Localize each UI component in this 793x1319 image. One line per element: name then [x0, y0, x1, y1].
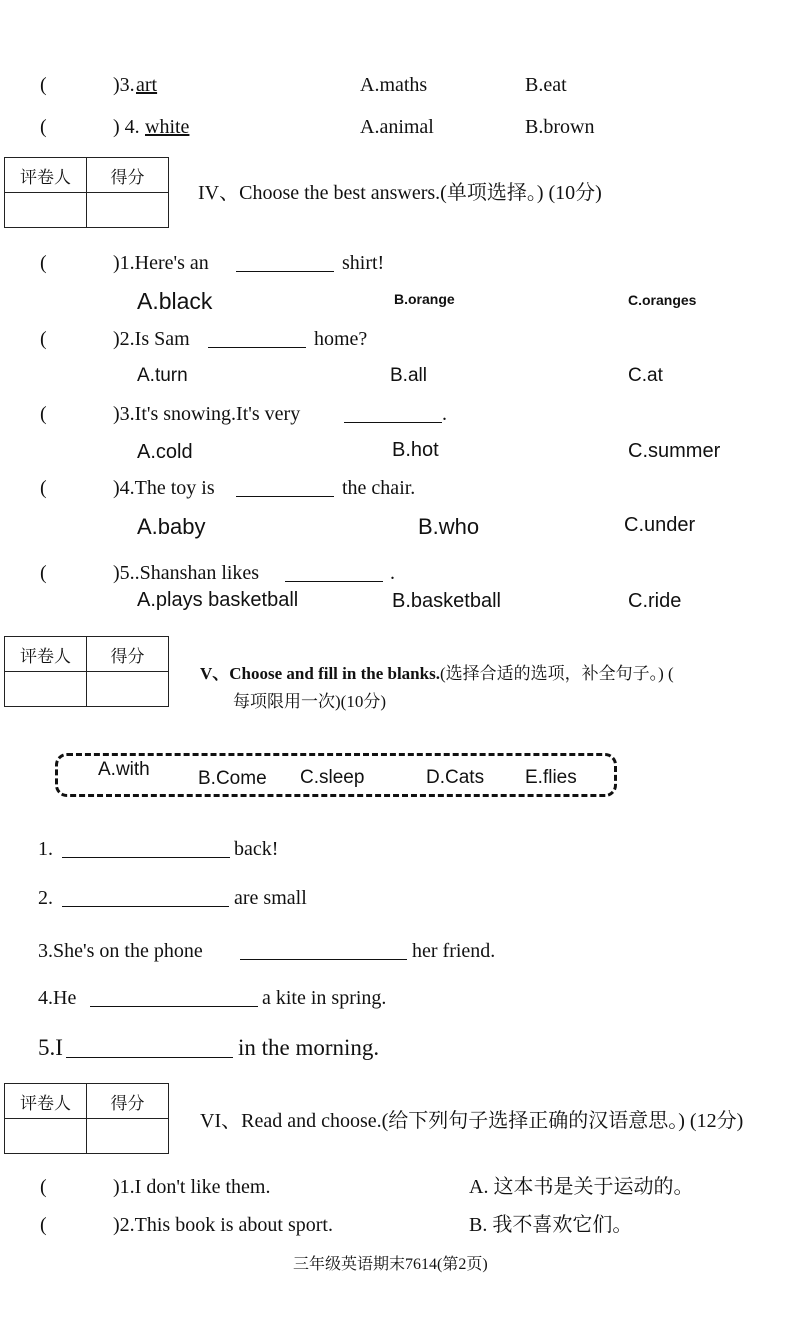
word-option: D.Cats	[426, 767, 485, 788]
score-label: 得分	[87, 1084, 169, 1119]
sentence-pre: 5.I	[38, 1035, 63, 1060]
question-after: home?	[314, 328, 368, 350]
option-a: A.baby	[137, 514, 206, 539]
option-c: C.at	[628, 365, 663, 386]
reviewer-label: 评卷人	[5, 158, 87, 193]
question-after: shirt!	[342, 252, 385, 274]
option-b: B.orange	[394, 291, 455, 307]
question-after: .	[442, 403, 447, 425]
answer-paren: (	[40, 328, 47, 350]
sentence-pre: 2.	[38, 887, 53, 909]
answer-blank[interactable]	[285, 563, 383, 582]
option-text: A. 这本书是关于运动的。	[469, 1176, 694, 1198]
sentence-post: her friend.	[412, 940, 496, 962]
answer-blank[interactable]	[240, 941, 407, 960]
answer-paren: (	[40, 1214, 47, 1236]
reviewer-cell[interactable]	[5, 672, 87, 707]
question-word: art	[136, 74, 158, 96]
answer-paren: (	[40, 403, 47, 425]
answer-blank[interactable]	[62, 888, 229, 907]
option-c: C.under	[624, 514, 696, 536]
question-number: )3.	[113, 74, 135, 96]
section-title: VI、Read and choose.(给下列句子选择正确的汉语意思。) (12分)	[200, 1110, 744, 1132]
option-a: A.turn	[137, 365, 188, 386]
sentence-pre: 1.	[38, 838, 53, 860]
option-text: B. 我不喜欢它们。	[469, 1214, 633, 1236]
option-c: C.oranges	[628, 292, 697, 308]
sentence-post: back!	[234, 838, 279, 860]
question-text: )2.Is Sam	[113, 328, 190, 350]
option-b: B.brown	[525, 116, 595, 138]
option-a: A.animal	[360, 116, 434, 138]
score-cell[interactable]	[87, 193, 169, 228]
option-b: B.eat	[525, 74, 567, 96]
option-c: C.ride	[628, 590, 682, 612]
question-text: )1.Here's an	[113, 252, 209, 274]
option-b: B.basketball	[392, 590, 501, 612]
answer-blank[interactable]	[236, 478, 334, 497]
page-footer: 三年级英语期末7614(第2页)	[293, 1256, 488, 1273]
section-title	[200, 665, 674, 682]
option-a: A.maths	[360, 74, 428, 96]
score-cell[interactable]	[87, 672, 169, 707]
score-cell[interactable]	[87, 1119, 169, 1154]
reviewer-cell[interactable]	[5, 1119, 87, 1154]
question-after: .	[390, 562, 395, 584]
question-number: ) 4.	[113, 116, 140, 138]
score-table	[4, 157, 169, 228]
reviewer-label: 评卷人	[5, 1084, 87, 1119]
question-word: white	[145, 116, 190, 138]
answer-paren: (	[40, 252, 47, 274]
sentence-post: a kite in spring.	[262, 987, 387, 1009]
question-text: )5..Shanshan likes	[113, 562, 260, 584]
score-table	[4, 1083, 169, 1154]
answer-paren: (	[40, 562, 47, 584]
question-text: )3.It's snowing.It's very	[113, 403, 301, 425]
reviewer-cell[interactable]	[5, 193, 87, 228]
score-table	[4, 636, 169, 707]
answer-blank[interactable]	[62, 839, 230, 858]
question-text: )2.This book is about sport.	[113, 1214, 333, 1236]
answer-blank[interactable]	[236, 253, 334, 272]
section-title-rest: (选择合适的选项，补全句子。) (	[439, 664, 674, 683]
option-b: B.hot	[392, 439, 439, 461]
sentence-pre: 3.She's on the phone	[38, 940, 203, 962]
option-a: A.black	[137, 288, 213, 314]
answer-blank[interactable]	[90, 988, 258, 1007]
word-option: E.flies	[525, 767, 577, 788]
section-title-bold: V、Choose and fill in the blanks.	[200, 664, 440, 683]
question-after: the chair.	[342, 477, 416, 499]
option-c: C.summer	[628, 440, 721, 462]
option-b: B.who	[418, 514, 480, 539]
answer-blank[interactable]	[208, 329, 306, 348]
word-option: B.Come	[198, 768, 267, 789]
answer-paren: (	[40, 1176, 47, 1198]
score-label: 得分	[87, 637, 169, 672]
section-title-line2: 每项限用一次)(10分)	[233, 692, 386, 711]
question-text: )1.I don't like them.	[113, 1176, 271, 1198]
sentence-post: are small	[234, 887, 307, 909]
answer-blank[interactable]	[66, 1036, 233, 1058]
word-option: C.sleep	[300, 767, 365, 788]
answer-paren: (	[40, 74, 47, 96]
sentence-post: in the morning.	[238, 1035, 380, 1060]
option-a: A.cold	[137, 441, 193, 463]
answer-blank[interactable]	[344, 404, 442, 423]
question-text: )4.The toy is	[113, 477, 215, 499]
answer-paren: (	[40, 477, 47, 499]
score-label: 得分	[87, 158, 169, 193]
sentence-pre: 4.He	[38, 987, 77, 1009]
section-title: IV、Choose the best answers.(单项选择。) (10分)	[198, 182, 602, 204]
answer-paren: (	[40, 116, 47, 138]
option-a: A.plays basketball	[137, 589, 299, 611]
reviewer-label: 评卷人	[5, 637, 87, 672]
option-b: B.all	[390, 365, 427, 386]
word-option: A.with	[98, 759, 150, 780]
